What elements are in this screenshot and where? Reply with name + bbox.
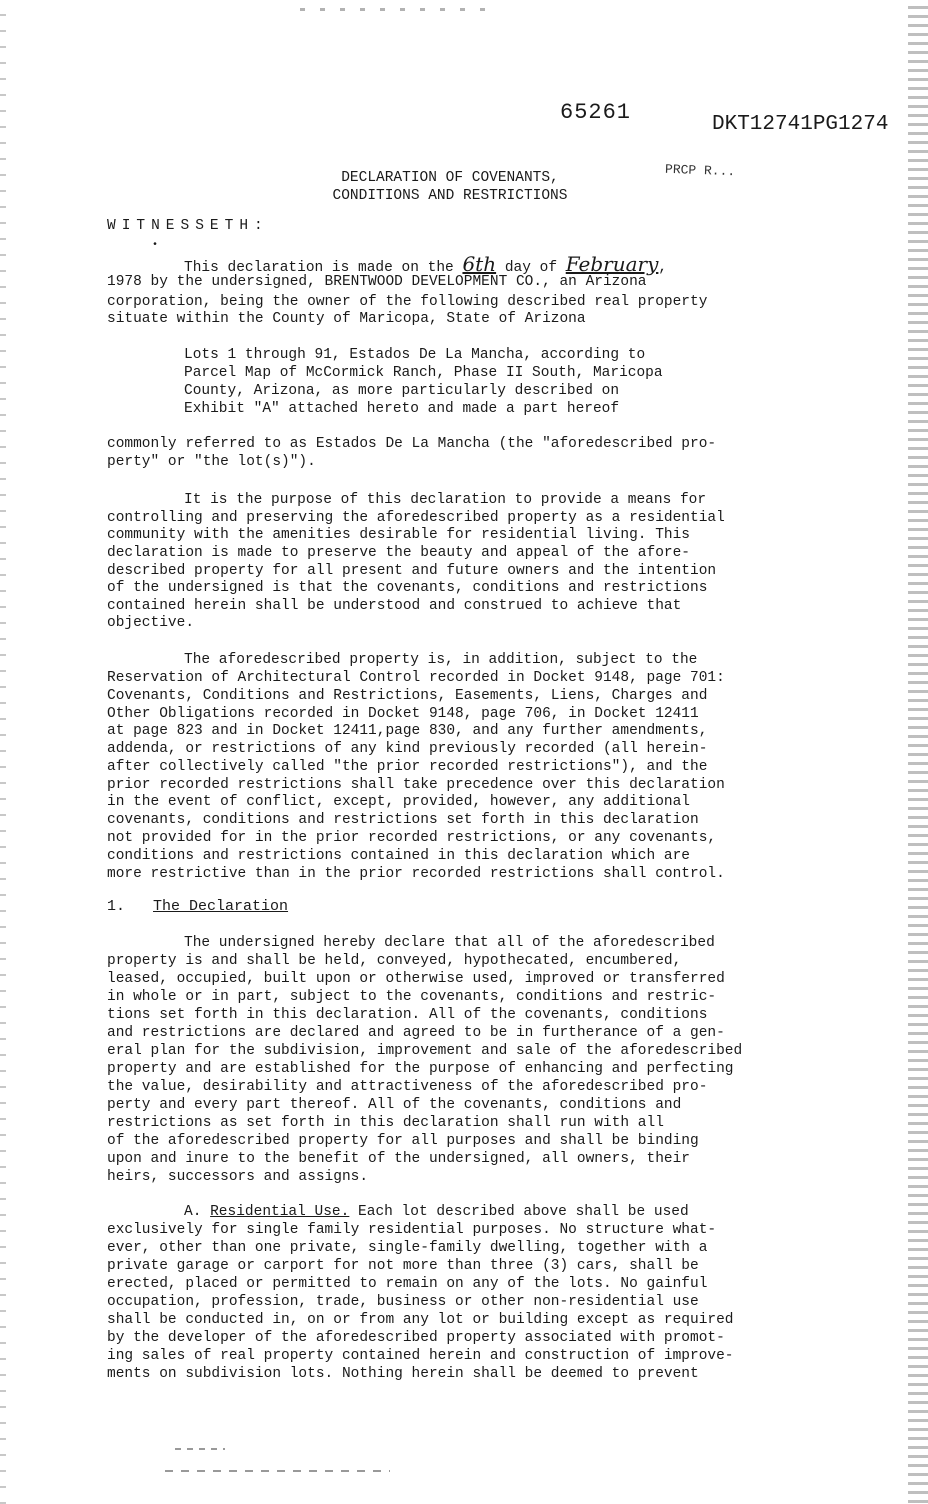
declaration-line: heirs, successors and assigns. xyxy=(107,1169,369,1185)
corner-stamp: PRCP R... xyxy=(664,161,736,180)
lots-line: Parcel Map of McCormick Ranch, Phase II South, Maricopa xyxy=(184,365,663,381)
subject-line: in the event of conflict, except, provided, however, any additional xyxy=(107,794,690,810)
declaration-line: perty and every part thereof. All of the covenants, conditions and xyxy=(107,1097,682,1113)
residential-line: by the developer of the aforedescribed property associated with promot- xyxy=(107,1330,725,1346)
title-line-2: CONDITIONS AND RESTRICTIONS xyxy=(332,188,568,204)
declaration-line: restrictions as set forth in this declaration shall run with all xyxy=(107,1115,664,1131)
intro-text-c: , xyxy=(658,260,668,276)
purpose-line: of the undersigned is that the covenants, conditions and restrictions xyxy=(107,580,708,596)
scan-edge-right xyxy=(908,0,928,1504)
declaration-line: the value, desirability and attractiveness of the aforedescribed pro- xyxy=(107,1079,708,1095)
purpose-line: It is the purpose of this declaration to provide a means for xyxy=(184,492,707,508)
docket-stamp: DKT12741PG1274 xyxy=(712,113,889,136)
subject-line: prior recorded restrictions shall take precedence over this declaration xyxy=(107,777,725,793)
subject-line: Reservation of Architectural Control recorded in Docket 9148, page 701: xyxy=(107,670,725,686)
section-title: The Declaration xyxy=(153,898,289,915)
handwritten-day: 6th xyxy=(462,252,497,276)
purpose-line: declaration is made to preserve the beauty and appeal of the afore- xyxy=(107,545,690,561)
intro-text-b: day of xyxy=(504,260,558,276)
residential-line: ever, other than one private, single-family dwelling, together with a xyxy=(107,1240,708,1256)
declaration-line: The undersigned hereby declare that all of the aforedescribed xyxy=(184,935,715,951)
intro-text-a: This declaration is made on the xyxy=(184,260,454,276)
residential-line: exclusively for single family residential purposes. No structure what- xyxy=(107,1222,717,1238)
subject-line: The aforedescribed property is, in addition, subject to the xyxy=(184,652,698,668)
scan-noise-bottom xyxy=(165,1470,390,1472)
lots-line: Exhibit "A" attached hereto and made a part hereof xyxy=(184,401,620,417)
residential-label: A. xyxy=(184,1204,202,1220)
purpose-line: described property for all present and future owners and the intention xyxy=(107,563,717,579)
residential-line: shall be conducted in, on or from any lot or building except as required xyxy=(107,1312,734,1328)
residential-line: erected, placed or permitted to remain on any of the lots. No gainful xyxy=(107,1276,708,1292)
section-heading xyxy=(107,898,288,915)
subject-line: Other Obligations recorded in Docket 9148, page 706, in Docket 12411 xyxy=(107,706,699,722)
subject-line: conditions and restrictions contained in this declaration which are xyxy=(107,848,690,864)
subject-line: at page 823 and in Docket 12411,page 830, and any further amendments, xyxy=(107,723,708,739)
intro-line-4: situate within the County of Maricopa, State of Arizona xyxy=(107,311,586,327)
subject-line: covenants, conditions and restrictions set forth in this declaration xyxy=(107,812,699,828)
declaration-line: and restrictions are declared and agreed to be in furtherance of a gen- xyxy=(107,1025,725,1041)
declaration-line: upon and inure to the benefit of the undersigned, all owners, their xyxy=(107,1151,690,1167)
residential-line: private garage or carport for not more than three (3) cars, shall be xyxy=(107,1258,699,1274)
residential-line: ments on subdivision lots. Nothing herein shall be deemed to prevent xyxy=(107,1366,699,1382)
intro-line-3: corporation, being the owner of the following described real property xyxy=(107,294,708,310)
scan-edge-left xyxy=(0,0,6,1504)
lots-line: County, Arizona, as more particularly described on xyxy=(184,383,620,399)
scan-noise-top xyxy=(300,8,500,11)
scan-noise-bottom xyxy=(175,1448,225,1450)
subject-line: after collectively called "the prior recorded restrictions"), and the xyxy=(107,759,708,775)
subject-line: Covenants, Conditions and Restrictions, Easements, Liens, Charges and xyxy=(107,688,708,704)
residential-first: Each lot described above shall be used xyxy=(358,1204,689,1220)
declaration-line: property and are established for the purpose of enhancing and perfecting xyxy=(107,1061,734,1077)
document-number: 65261 xyxy=(560,100,632,125)
witnesseth-heading: WITNESSETH: xyxy=(107,218,269,234)
purpose-line: controlling and preserving the aforedescribed property as a residential xyxy=(107,510,725,526)
declaration-line: tions set forth in this declaration. All of the covenants, conditions xyxy=(107,1007,708,1023)
commonly-line: perty" or "the lot(s)"). xyxy=(107,454,316,470)
subject-line: not provided for in the prior recorded restrictions, or any covenants, xyxy=(107,830,717,846)
purpose-line: community with the amenities desirable for residential living. This xyxy=(107,527,690,543)
commonly-line: commonly referred to as Estados De La Mancha (the "aforedescribed pro- xyxy=(107,436,717,452)
purpose-line: objective. xyxy=(107,615,195,631)
residential-line: occupation, profession, trade, business or other non-residential use xyxy=(107,1294,699,1310)
section-number: 1. xyxy=(107,898,126,915)
purpose-line: contained herein shall be understood and construed to achieve that xyxy=(107,598,682,614)
residential-line-1 xyxy=(184,1204,689,1221)
bullet-mark: • xyxy=(152,240,159,251)
residential-line: ing sales of real property contained herein and construction of improve- xyxy=(107,1348,734,1364)
declaration-line: of the aforedescribed property for all purposes and shall be binding xyxy=(107,1133,699,1149)
subject-line: more restrictive than in the prior recorded restrictions shall control. xyxy=(107,866,725,882)
declaration-line: leased, occupied, built upon or otherwise used, improved or transferred xyxy=(107,971,725,987)
lots-line: Lots 1 through 91, Estados De La Mancha, according to xyxy=(184,347,646,363)
declaration-line: property is and shall be held, conveyed, hypothecated, encumbered, xyxy=(107,953,682,969)
subject-line: addenda, or restrictions of any kind previously recorded (all herein- xyxy=(107,741,708,757)
declaration-line: eral plan for the subdivision, improvement and sale of the aforedescribed xyxy=(107,1043,743,1059)
residential-heading: Residential Use. xyxy=(210,1204,350,1220)
title-line-1: DECLARATION OF COVENANTS, xyxy=(341,170,559,186)
declaration-line: in whole or in part, subject to the covenants, conditions and restric- xyxy=(107,989,717,1005)
intro-line-2: 1978 by the undersigned, BRENTWOOD DEVELOPMENT CO., an Arizona xyxy=(107,274,647,290)
handwritten-month: February xyxy=(565,252,659,276)
